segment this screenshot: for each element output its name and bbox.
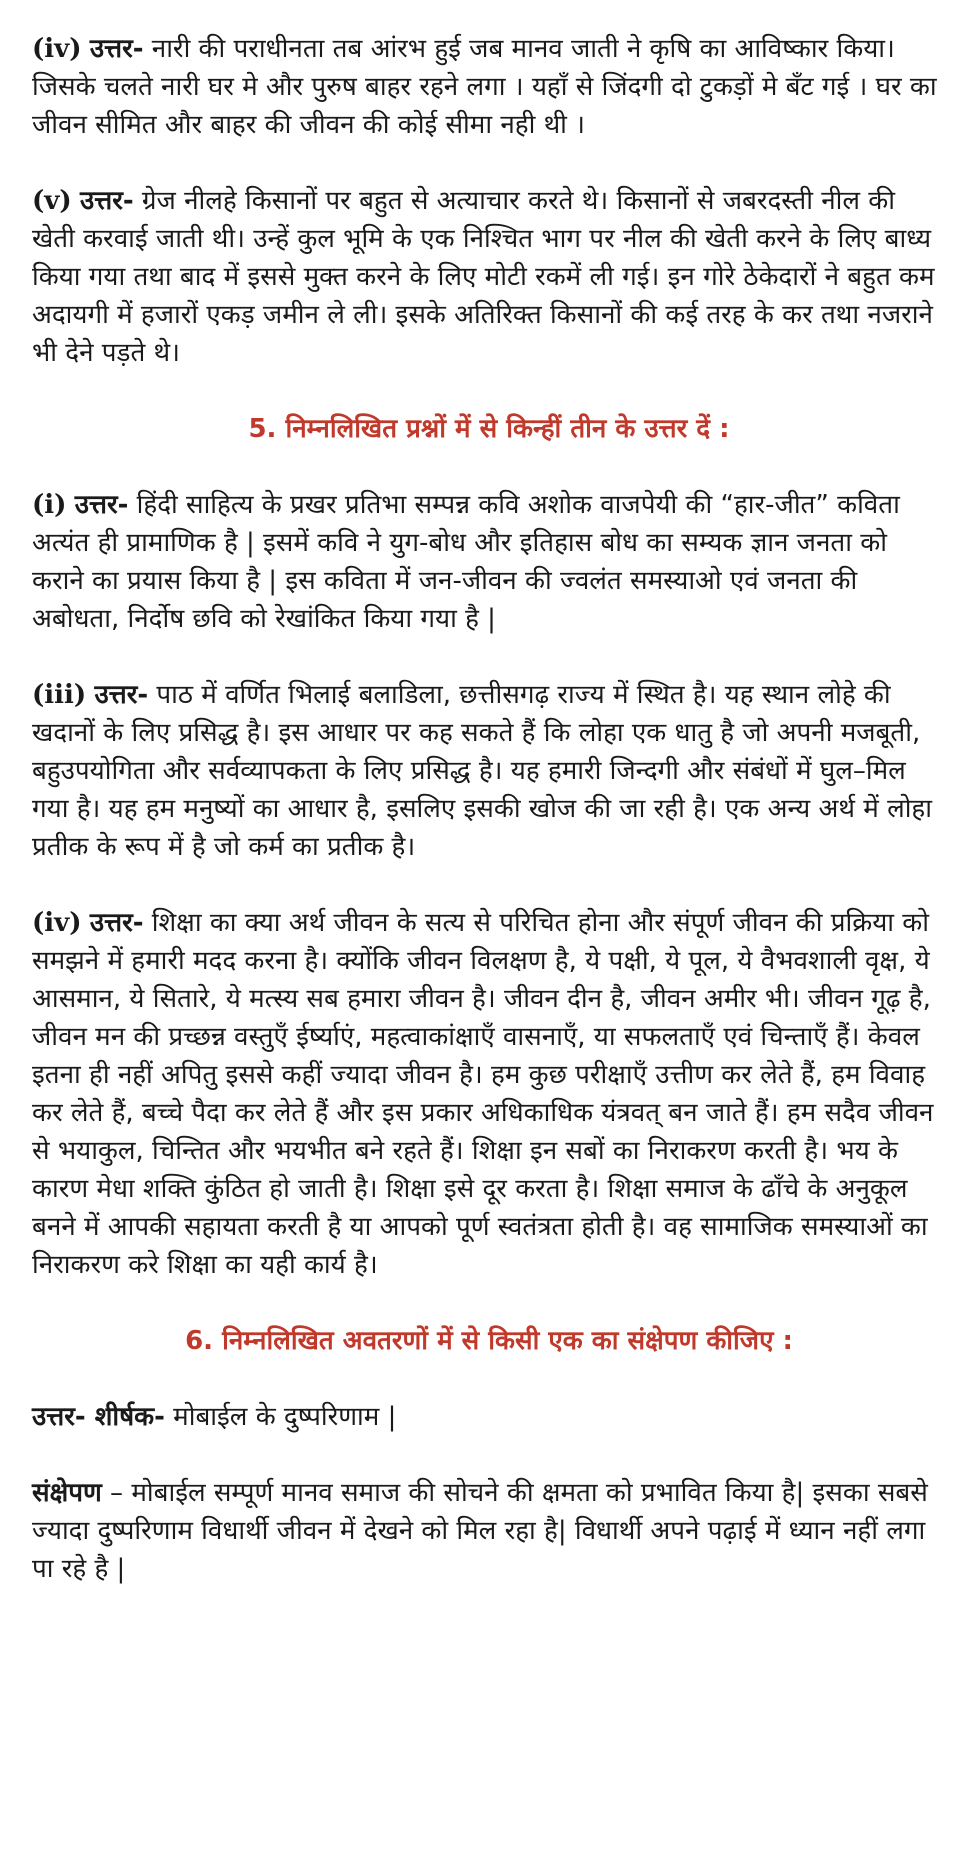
section-6-heading: 6. निम्नलिखित अवतरणों में से किसी एक का संक्षेपण कीजिए :	[185, 1326, 793, 1356]
answer-label: उत्तर-	[89, 908, 144, 938]
answer-text: पाठ में वर्णित भिलाई बलाडिला, छत्तीसगढ़ राज्य में स्थित है। यह स्थान लोहे की खदानों के लिए प्रसिद्ध है। इस आधार पर कह सकते हैं कि लोहा एक धातु है जो अपनी मजबूती, बहुउपयोगिता और सर्वव्यापकता के लिए प्रसिद्ध है। यह हमारी जिन्दगी और संबंधों में घुल–मिल गया है। यह हम मनुष्यों का आधार है, इसलिए इसकी खोज की जा रही है। एक अन्य अर्थ में लोहा प्रतीक के रूप में है जो कर्म का प्रतीक है।	[32, 680, 932, 862]
answer-paragraph-q4-v	[32, 182, 946, 372]
section-5-heading: 5. निम्नलिखित प्रश्नों में से किन्हीं तीन के उत्तर दें :	[248, 414, 730, 444]
answer-paragraph-q5-i	[32, 486, 946, 638]
answer-label: उत्तर-	[74, 490, 129, 520]
answer-label: उत्तर-	[89, 34, 144, 64]
answer-number: (iv)	[32, 34, 82, 64]
answer-paragraph-q5-iv	[32, 904, 946, 1284]
answer-paragraph-q4-iv	[32, 30, 946, 144]
summary-paragraph	[32, 1474, 946, 1588]
answer-paragraph-q5-iii	[32, 676, 946, 866]
answer-text: ग्रेज नीलहे किसानों पर बहुत से अत्याचार करते थे। किसानों से जबरदस्ती नील की खेती करवाई जाती थी। उन्हें कुल भूमि के एक निश्चित भाग पर नील की खेती करने के लिए बाध्य किया गया तथा बाद में इससे मुक्त करने के लिए मोटी रकमें ली गई। इन गोरे ठेकेदारों ने बहुत कम अदायगी में हजारों एकड़ जमीन ले ली। इसके अतिरिक्त किसानों की कई तरह के कर तथा नजराने भी देने पड़ते थे।	[32, 186, 935, 368]
summary-title-paragraph	[32, 1398, 946, 1436]
summary-text: – मोबाईल सम्पूर्ण मानव समाज की सोचने की क्षमता को प्रभावित किया है| इसका सबसे ज्यादा दुष्परिणाम विधार्थी जीवन में देखने को मिल रहा है| विधार्थी अपने पढ़ाई में ध्यान नहीं लगा पा रहे है |	[32, 1478, 928, 1584]
answer-number: (iv)	[32, 908, 82, 938]
answer-text: नारी की पराधीनता तब आंरभ हुई जब मानव जाती ने कृषि का आविष्कार किया। जिसके चलते नारी घर मे और पुरुष बाहर रहने लगा । यहाँ से जिंदगी दो टुकड़ों मे बँट गई । घर का जीवन सीमित और बाहर की जीवन की कोई सीमा नही थी ।	[32, 34, 937, 140]
answer-text: शिक्षा का क्या अर्थ जीवन के सत्य से परिचित होना और संपूर्ण जीवन की प्रक्रिया को समझने में हमारी मदद करना है। क्योंकि जीवन विलक्षण है, ये पक्षी, ये पूल, ये वैभवशाली वृक्ष, ये आसमान, ये सितारे, ये मत्स्य सब हमारा जीवन है। जीवन दीन है, जीवन अमीर भी। जीवन गूढ़ है, जीवन मन की प्रच्छन्न वस्तुएँ ईर्ष्याएं, महत्वाकांक्षाएँ वासनाएँ, या सफलताएँ एवं चिन्ताएँ हैं। केवल इतना ही नहीं अपितु इससे कहीं ज्यादा जीवन है। हम कुछ परीक्षाएँ उत्तीण कर लेते हैं, हम विवाह कर लेते हैं, बच्चे पैदा कर लेते हैं और इस प्रकार अधिकाधिक यंत्रवत् बन जाते हैं। हम सदैव जीवन से भयाकुल, चिन्तित और भयभीत बने रहते हैं। शिक्षा इन सबों का निराकरण करती है। भय के कारण मेधा शक्ति कुंठित हो जाती है। शिक्षा इसे दूर करता है। शिक्षा समाज के ढाँचे के अनुकूल बनने में आपकी सहायता करती है या आपको पूर्ण स्वतंत्रता होती है। वह सामाजिक समस्याओं का निराकरण करे शिक्षा का यही कार्य है।	[32, 908, 934, 1280]
summary-title-label: उत्तर- शीर्षक-	[32, 1402, 165, 1432]
summary-label: संक्षेपण	[32, 1478, 102, 1508]
answer-text: हिंदी साहित्य के प्रखर प्रतिभा सम्पन्न कवि अशोक वाजपेयी की “हार-जीत” कविता अत्यंत ही प्रामाणिक है | इसमें कवि ने युग-बोध और इतिहास बोध का सम्यक ज्ञान जनता को कराने का प्रयास किया है | इस कविता में जन-जीवन की ज्वलंत समस्याओ एवं जनता की अबोधता, निर्दोष छवि को रेखांकित किया गया है |	[32, 490, 900, 634]
answer-number: (v)	[32, 186, 72, 216]
answer-number: (i)	[32, 490, 67, 520]
answer-label: उत्तर-	[79, 186, 134, 216]
summary-title-text: मोबाईल के दुष्परिणाम |	[164, 1402, 397, 1432]
answer-number: (iii)	[32, 680, 87, 710]
answer-label: उत्तर-	[94, 680, 149, 710]
